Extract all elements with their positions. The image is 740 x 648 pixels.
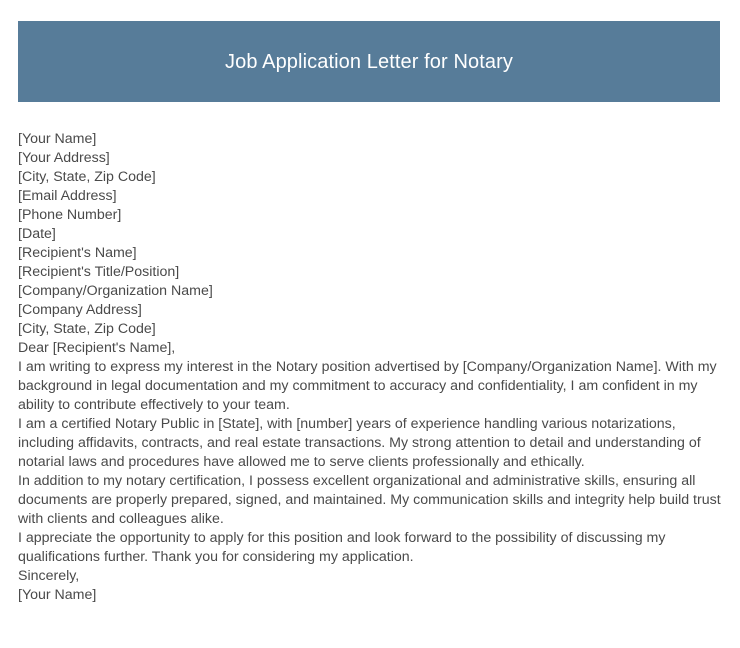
recipient-name-line: [Recipient's Name] (18, 245, 137, 261)
recipient-city-line: [City, State, Zip Code] (18, 321, 156, 337)
body-paragraph-1: I am writing to express my interest in the Notary position advertised by [Company/Organization Name]. With my background in legal documentation and my commitment to accuracy and confidentiality, I am confident in my ability to contribute effectively to your team. (18, 359, 717, 413)
body-paragraph-4: I appreciate the opportunity to apply for this position and look forward to the possibility of discussing my qualifications further. Thank you for considering my application. (18, 530, 666, 565)
sender-email-line: [Email Address] (18, 188, 117, 204)
body-paragraph-3: In addition to my notary certification, I possess excellent organizational and administrative skills, ensuring all documents are properly prepared, signed, and maintained. My communication skills and integrity help build trust with clients and colleagues alike. (18, 473, 721, 527)
body-paragraph-2: I am a certified Notary Public in [State], with [number] years of experience handling various notarizations, including affidavits, contracts, and real estate transactions. My strong attention to detail and understanding of notarial laws and procedures have allowed me to serve clients professionally and ethically. (18, 416, 701, 470)
signature-line: [Your Name] (18, 587, 97, 603)
recipient-company-line: [Company/Organization Name] (18, 283, 213, 299)
sender-address-line: [Your Address] (18, 150, 110, 166)
sender-name-line: [Your Name] (18, 131, 97, 147)
closing-line: Sincerely, (18, 568, 80, 584)
recipient-address-line: [Company Address] (18, 302, 142, 318)
page-title: Job Application Letter for Notary (225, 50, 513, 73)
letter-date-line: [Date] (18, 226, 56, 242)
sender-phone-line: [Phone Number] (18, 207, 122, 223)
salutation-line: Dear [Recipient's Name], (18, 340, 176, 356)
letter-body (18, 130, 722, 605)
sender-city-line: [City, State, Zip Code] (18, 169, 156, 185)
letter-header-banner (18, 21, 720, 102)
recipient-title-line: [Recipient's Title/Position] (18, 264, 180, 280)
